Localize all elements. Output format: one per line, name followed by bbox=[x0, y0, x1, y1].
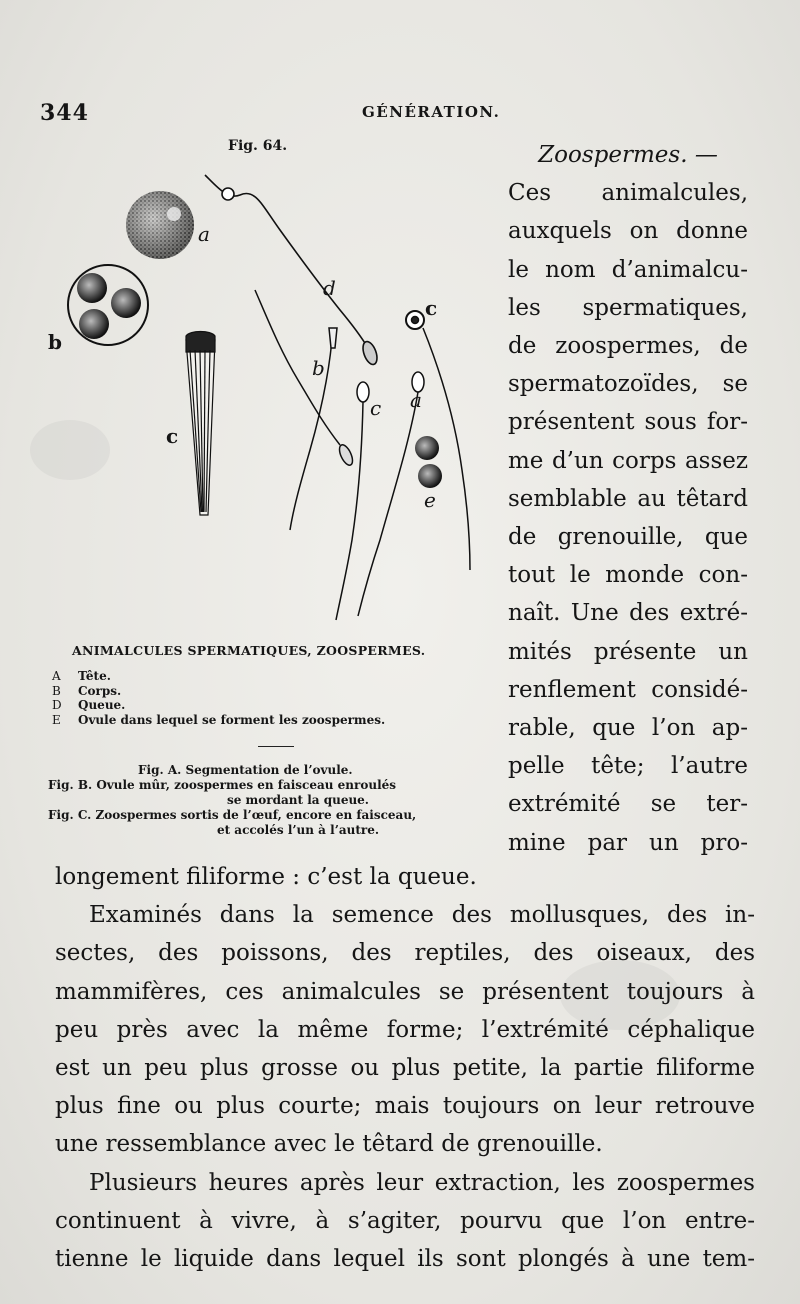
figure-letter: c bbox=[166, 424, 179, 448]
page-header bbox=[40, 100, 780, 126]
figure-letter: b bbox=[48, 330, 62, 354]
figure-note-line: Fig. C. Zoospermes sortis de l’œuf, encore en faisceau, bbox=[48, 808, 417, 822]
figure-letter: c bbox=[425, 296, 438, 320]
page-number: 344 bbox=[40, 100, 89, 126]
zoosperm-engraving bbox=[40, 160, 495, 640]
legend-row bbox=[52, 698, 385, 713]
zoosperm-d bbox=[205, 175, 380, 366]
text-line: mités présente un bbox=[508, 638, 748, 665]
ovule-b bbox=[68, 265, 148, 345]
text-line: de zoospermes, de bbox=[508, 333, 748, 360]
text-line: Examinés dans la semence des mollusques, des in- bbox=[89, 902, 755, 929]
caption-divider bbox=[258, 746, 294, 747]
text-line: me d’un corps assez bbox=[508, 447, 748, 474]
figure-notes bbox=[48, 763, 508, 838]
legend-row bbox=[52, 669, 385, 684]
figure-illustration bbox=[40, 160, 495, 640]
ovule-a bbox=[126, 191, 194, 259]
text-line: naît. Une des extré- bbox=[508, 600, 748, 627]
text-line: extrémité se ter- bbox=[508, 791, 748, 818]
figure-letter: b bbox=[312, 356, 325, 380]
figure-note-continuation: et accolés l’un à l’autre. bbox=[216, 823, 380, 837]
legend-key: D bbox=[52, 698, 62, 712]
legend-key: A bbox=[52, 669, 61, 683]
figure-note bbox=[48, 763, 508, 778]
figure-letter: e bbox=[424, 488, 436, 512]
legend-text: Ovule dans lequel se forment les zoospermes. bbox=[78, 712, 386, 727]
text-line: mine par un pro- bbox=[508, 829, 748, 856]
text-line: tout le monde con- bbox=[508, 562, 748, 589]
figure-letter: c bbox=[370, 396, 382, 420]
figure-caption-title: ANIMALCULES SPERMATIQUES, ZOOSPERMES. bbox=[72, 643, 426, 658]
zoosperm-b bbox=[255, 290, 355, 530]
figure-label: Fig. 64. bbox=[228, 138, 288, 154]
figure-note bbox=[48, 808, 508, 838]
text-line: tienne le liquide dans lequel ils sont plongés à une tem- bbox=[55, 1246, 755, 1273]
text-line: rable, que l’on ap- bbox=[508, 715, 748, 742]
text-line: longement filiforme : c’est la queue. bbox=[55, 864, 477, 890]
text-line: Plusieurs heures après leur extraction, les zoospermes bbox=[89, 1169, 755, 1196]
legend-text: Tête. bbox=[78, 669, 111, 683]
figure-note-line: Fig. A. Segmentation de l’ovule. bbox=[138, 763, 353, 777]
running-head: GÉNÉRATION. bbox=[362, 103, 501, 121]
ovule-e bbox=[415, 436, 442, 488]
text-line: présentent sous for- bbox=[508, 409, 748, 436]
text-line: spermatozoïdes, se bbox=[508, 371, 748, 398]
text-line: pelle tête; l’autre bbox=[508, 753, 748, 780]
text-line: renflement considé- bbox=[508, 676, 748, 703]
figure-letter: d bbox=[323, 276, 336, 300]
text-line: une ressemblance avec le têtard de grenouille. bbox=[55, 1131, 603, 1158]
text-line: auxquels on donne bbox=[508, 218, 748, 245]
figure-note bbox=[48, 778, 508, 808]
legend-key: B bbox=[52, 683, 61, 698]
text-line: semblable au têtard bbox=[508, 485, 748, 512]
text-line: le nom d’animalcu- bbox=[508, 256, 748, 283]
body-text bbox=[55, 858, 755, 1278]
text-line: Ces animalcules, bbox=[508, 180, 748, 207]
sperm-bundle-c bbox=[186, 332, 215, 516]
figure-letter: a bbox=[198, 222, 210, 246]
figure-note-continuation: se mordant la queue. bbox=[226, 793, 369, 807]
text-line: Zoospermes. — bbox=[538, 142, 718, 168]
legend-row bbox=[52, 713, 385, 728]
text-line: plus fine ou plus courte; mais toujours on leur retrouve bbox=[55, 1093, 755, 1120]
text-line: les spermatiques, bbox=[508, 294, 748, 321]
text-line: sectes, des poissons, des reptiles, des oiseaux, des bbox=[55, 940, 755, 967]
text-line: mammifères, ces animalcules se présentent toujours à bbox=[55, 978, 755, 1005]
legend-row bbox=[52, 684, 385, 699]
figure-legend bbox=[52, 669, 385, 727]
figure-note-line: Fig. B. Ovule mûr, zoospermes en faisceau enroulés bbox=[48, 778, 397, 792]
text-line: est un peu plus grosse ou plus petite, la partie filiforme bbox=[55, 1055, 755, 1082]
legend-key: E bbox=[52, 712, 61, 727]
text-line: peu près avec la même forme; l’extrémité céphalique bbox=[55, 1016, 755, 1043]
text-line: de grenouille, que bbox=[508, 524, 748, 551]
side-column-text bbox=[508, 136, 748, 862]
text-line: continuent à vivre, à s’agiter, pourvu que l’on entre- bbox=[55, 1207, 755, 1234]
legend-text: Corps. bbox=[78, 683, 122, 698]
legend-text: Queue. bbox=[78, 698, 126, 712]
zoosperm-c bbox=[336, 311, 470, 620]
figure-letter: a bbox=[410, 388, 422, 412]
